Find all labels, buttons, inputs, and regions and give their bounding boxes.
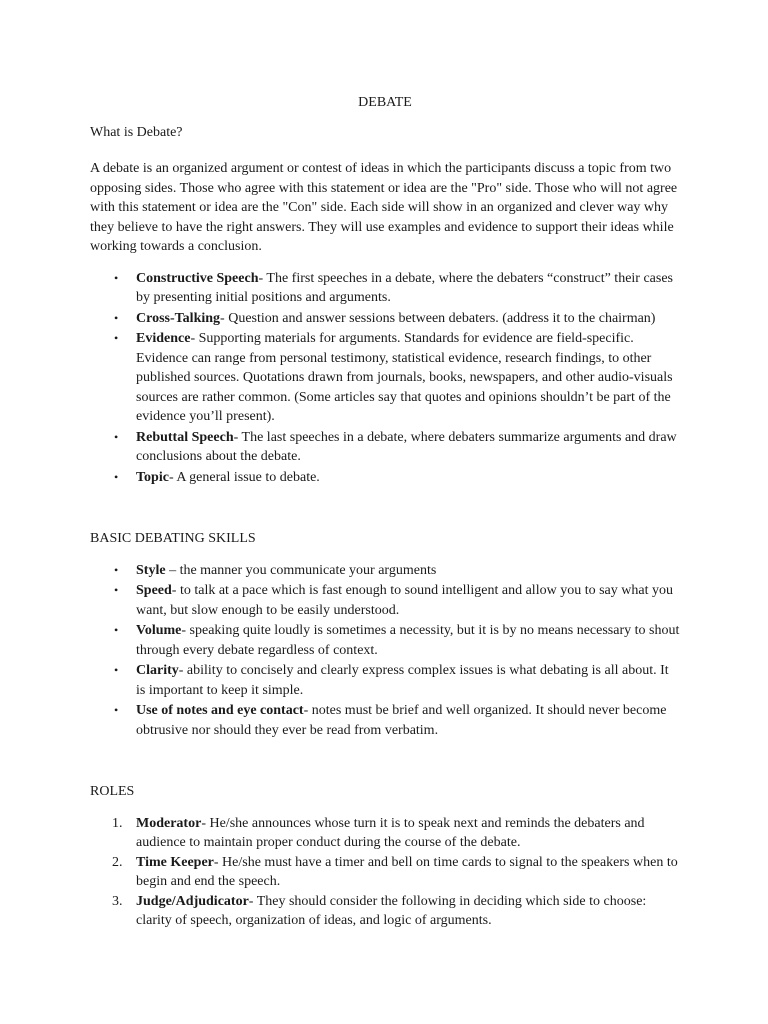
roles-heading: ROLES xyxy=(90,784,135,799)
role-text: - They should consider the following in deciding which side to choose: clarity of speech, organization of ideas, and logic of arguments. xyxy=(136,893,647,928)
definitions-list xyxy=(90,269,680,488)
definition-text: - The first speeches in a debate, where the debaters “construct” their cases by presenting initial positions and arguments. xyxy=(136,270,673,305)
role-term: Moderator xyxy=(136,815,202,831)
skill-term: Style xyxy=(136,562,166,578)
role-term: Time Keeper xyxy=(136,854,214,870)
list-item xyxy=(90,269,680,308)
definition-text: - Supporting materials for arguments. Standards for evidence are field-specific. Evidence can range from personal testimony, statistical evidence, research findings, to other published sources. Quotations drawn from journals, books, newspapers, and other audio-visuals sources are rather common. (Some articles say that quotes and opinions shouldn’t be part of the evidence you’ll present). xyxy=(136,331,673,424)
definition-term: Rebuttal Speech xyxy=(136,429,234,445)
skills-heading: BASIC DEBATING SKILLS xyxy=(90,531,256,546)
bullet-icon: • xyxy=(114,562,119,577)
list-item xyxy=(90,468,680,488)
skill-text: - notes must be brief and well organized. It should never become obtrusive nor should they ever be read from verbatim. xyxy=(136,703,667,738)
list-item xyxy=(90,428,680,467)
question-line: What is Debate? xyxy=(90,124,183,140)
bullet-icon: • xyxy=(114,310,119,325)
list-item xyxy=(90,661,680,700)
bullet-icon: • xyxy=(114,331,119,345)
list-item xyxy=(90,701,680,740)
list-number: 3. xyxy=(112,893,123,909)
list-item xyxy=(90,892,680,931)
bullet-icon: • xyxy=(114,703,119,717)
role-text: - He/she announces whose turn it is to speak next and reminds the debaters and audience to maintain proper conduct during the course of the debate. xyxy=(136,815,645,850)
skill-text: - to talk at a pace which is fast enough to sound intelligent and allow you to say what you want, but slow enough to be easily understood. xyxy=(136,583,673,618)
bullet-icon: • xyxy=(114,583,119,597)
skill-term: Volume xyxy=(136,623,182,638)
bullet-icon: • xyxy=(114,623,119,637)
bullet-icon: • xyxy=(114,663,119,677)
page-title: DEBATE xyxy=(358,95,412,110)
bullet-icon: • xyxy=(114,429,119,444)
role-text: - He/she must have a timer and bell on time cards to signal to the speakers when to begin and end the speech. xyxy=(136,854,678,889)
list-item xyxy=(90,329,680,427)
definition-text: - Question and answer sessions between debaters. (address it to the chairman) xyxy=(220,310,656,326)
definition-term: Constructive Speech xyxy=(136,270,259,286)
skill-text: - ability to concisely and clearly express complex issues is what debating is all about. It is important to keep it simple. xyxy=(136,663,669,698)
definition-term: Topic xyxy=(136,469,169,485)
skill-text: - speaking quite loudly is sometimes a necessity, but it is by no means necessary to shout through every debate regardless of context. xyxy=(136,623,680,658)
role-term: Judge/Adjudicator xyxy=(136,893,249,909)
skills-list xyxy=(90,561,680,741)
definition-term: Evidence xyxy=(136,331,191,346)
document-page xyxy=(90,93,680,931)
definition-term: Cross-Talking xyxy=(136,310,221,326)
list-item xyxy=(90,814,680,853)
roles-list xyxy=(90,814,680,931)
skill-term: Clarity xyxy=(136,663,179,678)
definition-text: - The last speeches in a debate, where debaters summarize arguments and draw conclusions about the debate. xyxy=(136,429,677,464)
bullet-icon: • xyxy=(114,270,119,285)
list-number: 1. xyxy=(112,815,123,831)
skill-text: – the manner you communicate your arguments xyxy=(165,562,437,578)
list-item xyxy=(90,621,680,660)
bullet-icon: • xyxy=(114,469,119,484)
skill-term: Speed xyxy=(136,583,172,598)
list-item xyxy=(90,853,680,892)
list-number: 2. xyxy=(112,854,123,870)
list-item xyxy=(90,561,680,581)
skill-term: Use of notes and eye contact xyxy=(136,703,304,718)
definition-text: - A general issue to debate. xyxy=(168,469,320,485)
list-item xyxy=(90,581,680,620)
list-item xyxy=(90,309,680,329)
intro-paragraph: A debate is an organized argument or contest of ideas in which the participants discuss a topic from two opposing sides. Those who agree with this statement or idea are the "Pro" side. Those who will not agree with this statement or idea are the "Con" side. Each side will show in an organized and clever way why they believe to have the right answers. They will use examples and evidence to support their ideas while working towards a conclusion. xyxy=(90,161,678,254)
